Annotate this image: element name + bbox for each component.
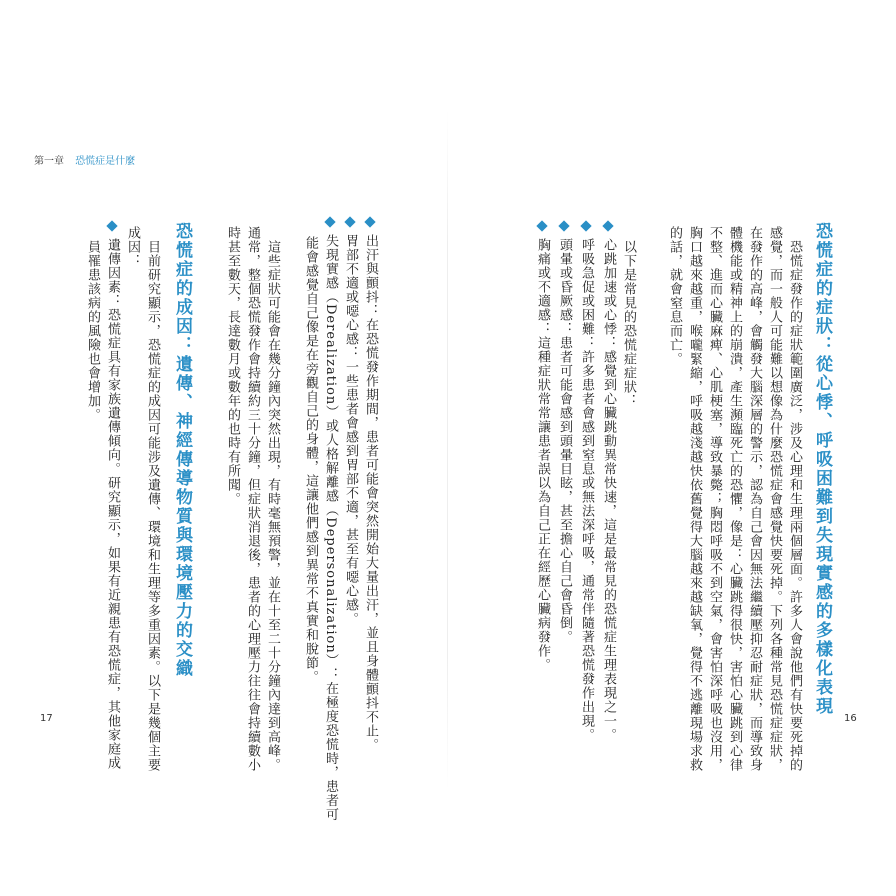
section-heading: 恐慌症的症狀：從心悸、呼吸困難到失現實感的多樣化表現 [812, 222, 832, 716]
diamond-bullet-icon [344, 216, 355, 227]
paragraph-line: 不整、進而心臟麻痺、心肌梗塞，導致暴斃；胸悶呼吸不到空氣，會害怕深呼吸也沒用， [707, 226, 722, 772]
chapter-title: 恐慌症是什麼 [75, 156, 136, 167]
paragraph-line: 在發作的高峰，會觸發大腦深層的警示，認為自己會因無法繼續壓抑忍耐症狀，而導致身 [747, 226, 762, 772]
list-item: 失現實感（Derealization）或人格解離感（Depersonalization）：在極度恐慌時，患者可 [320, 218, 340, 822]
section-heading: 恐慌症的成因：遺傳、神經傳導物質與環境壓力的交織 [172, 222, 192, 678]
diamond-bullet-icon [536, 220, 547, 231]
paragraph-line: 胸口越來越重，喉嚨緊縮，呼吸越淺越快依舊覺得大腦越來越缺氧，覺得不逃離現場求救 [687, 226, 702, 772]
paragraph-line: 的話，就會窒息而亡。 [667, 226, 682, 366]
diamond-bullet-icon [558, 220, 569, 231]
diamond-bullet-icon [602, 220, 613, 231]
list-item: 胃部不適或噁心感：一些患者會感到胃部不適，甚至有噁心感。 [340, 218, 360, 626]
paragraph-line: 時甚至數天，長達數月或數年的也時有所聞。 [225, 226, 240, 506]
diamond-bullet-icon [324, 216, 335, 227]
paragraph-line: 體機能或精神上的崩潰，產生瀕臨死亡的恐懼，像是：心臟跳得很快，害怕心臟跳到心律 [727, 226, 742, 772]
page-number: 16 [844, 713, 857, 724]
paragraph-line: 感覺，而一般人可能難以想像為什麼恐慌症會感覺快要死掉。下列各種常見恐慌症症狀， [767, 226, 782, 772]
list-item: 頭暈或昏厥感：患者可能會感到頭暈目眩，甚至擔心自己會昏倒。 [554, 222, 574, 644]
list-item: 胸痛或不適感：這種症狀常常讓患者誤以為自己正在經歷心臟病發作。 [532, 222, 552, 672]
diamond-bullet-icon [580, 220, 591, 231]
list-item: 遺傳因素：恐慌症具有家族遺傳傾向。研究顯示，如果有近親患有恐慌症，其他家庭成 [102, 222, 122, 770]
right-page [448, 0, 896, 896]
chapter-label: 第一章 [34, 156, 64, 167]
paragraph-line: 恐慌症發作的症狀範圍廣泛，涉及心理和生理兩個層面。許多人會說他們有快要死掉的 [787, 240, 802, 772]
list-item-continued: 能會感覺自己像是在旁觀自己的身體，這讓他們感到異常不真實和脫節。 [303, 236, 318, 684]
list-item: 呼吸急促或困難：許多患者會感到窒息或無法深呼吸，通常伴隨著恐慌發作出現。 [576, 222, 596, 742]
list-item-continued: 員罹患該病的風險也會增加。 [85, 240, 100, 422]
paragraph-line: 目前研究顯示，恐慌症的成因可能涉及遺傳、環境和生理等多重因素。以下是幾個主要 [145, 240, 160, 772]
running-head [34, 152, 135, 167]
list-item: 心跳加速或心悸：感覺到心臟跳動異常快速，這是最常見的恐慌症生理表現之一。 [598, 222, 618, 742]
list-item: 出汗與顫抖：在恐慌發作期間，患者可能會突然開始大量出汗，並且身體顫抖不止。 [360, 218, 380, 752]
paragraph-line: 通常，整個恐慌發作會持續約三十分鐘，但症狀消退後，患者的心理壓力往往會持續數小 [245, 226, 260, 772]
page-number: 17 [40, 713, 53, 724]
diamond-bullet-icon [364, 216, 375, 227]
diamond-bullet-icon [106, 220, 117, 231]
paragraph-line: 這些症狀可能會在幾分鐘內突然出現，有時毫無預警，並在十至二十分鐘內達到高峰。 [265, 240, 280, 772]
list-intro: 以下是常見的恐慌症症狀： [621, 240, 636, 408]
paragraph-line: 成因： [125, 226, 140, 268]
